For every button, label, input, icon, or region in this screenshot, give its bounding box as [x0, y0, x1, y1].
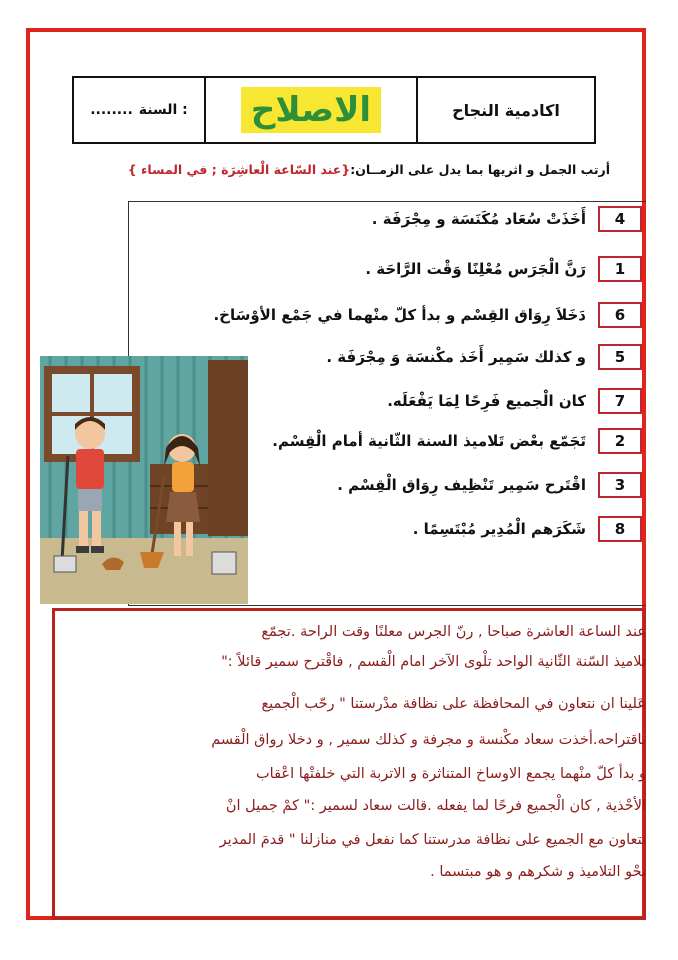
- sentence-number: 2: [598, 428, 642, 454]
- header-table: [72, 76, 596, 144]
- story-line: عند الساعة العاشرة صباحا , رنّ الجرس معلنًا وقت الراحة .تجمّع: [261, 624, 646, 640]
- sentence-text: رَنَّ الْجَرَس مُعْلِنًا وَقْت الرَّاحَة .: [365, 260, 586, 278]
- story-line: نتعاون مع الجميع على نظافة مدرستنا كما نفعل في منازلنا " قدمَ المدير: [219, 832, 646, 848]
- academy-cell: [418, 78, 594, 142]
- sentence-text: دَخَلاَ رِوَاق القِسْم و بدأ كلّ منْهما في جَمْع الأوْسَاخ.: [213, 306, 586, 324]
- story-line: عَلينا ان نتعاون في المحافظة على نظافة مدْرستنا " رحّب الْجميع: [261, 696, 646, 712]
- sentence-number: 3: [598, 472, 642, 498]
- sentence-text: شَكَرَهم الْمُدِير مُبْتَسِمًا .: [412, 520, 586, 538]
- sentence-row: [152, 204, 642, 234]
- sentence-text: أَخَذَتْ سُعَاد مُكَنَسَة و مِجْرَفَة .: [371, 210, 586, 228]
- year-value: ........: [90, 102, 133, 118]
- instruction-highlight: {عند السّاعة الْعاشِرَة ; في المساء }: [127, 162, 351, 177]
- sentence-text: كان الْجميع فَرِحًا لِمَا يَفْعَلَه.: [387, 392, 586, 410]
- sentence-text: تَجَمّع بعْض تَلاميذ السنة الثّانية أمام الْقِسْم.: [272, 432, 586, 450]
- instruction: [70, 162, 610, 177]
- sentence-row: [152, 300, 642, 330]
- academy-name: اكادمية النجاح: [452, 100, 560, 120]
- sentence-number: 4: [598, 206, 642, 232]
- sentence-number: 7: [598, 388, 642, 414]
- sentence-text: اقْتَرح سَمِير تَنْظِيف رِوَاق الْقِسْم .: [337, 476, 586, 494]
- story-line: باقتراحه.أخذت سعاد مكْنسة و مجرفة و كذلك سمير , و دخلا رواق الْقسم: [211, 732, 646, 748]
- sentence-number: 5: [598, 344, 642, 370]
- door: [208, 360, 248, 536]
- year-label: السنة :: [138, 102, 188, 118]
- cleaning-illustration: [40, 356, 248, 604]
- sentence-number: 6: [598, 302, 642, 328]
- sentence-row: [152, 254, 642, 284]
- story-line: تلاميذ السّنة الثّانية الواحد تلْوى الآخر امام الْقسم , فاقْترح سمير قائلاً :": [221, 654, 646, 670]
- sentence-text: و كذلك سَمِير أَخَذ مكْنسَة وَ مِجْرَفَة .: [326, 348, 586, 366]
- story-line: و بدأ كلّ منْهما يجمع الاوساخ المتناثرة و الاتربة التي خلفتْها اعْقاب: [256, 766, 646, 782]
- instruction-text: أرتب الجمل و اثريها بما يدل على الزمــان:: [350, 162, 610, 177]
- title-cell: [206, 78, 418, 142]
- sentence-number: 1: [598, 256, 642, 282]
- year-cell: [74, 78, 206, 142]
- story-line: الأحْذية , كان الْجميع فرحًا لما يفعله .قالت سعاد لسمير :" كمْ جميل انْ: [225, 798, 646, 814]
- sentence-number: 8: [598, 516, 642, 542]
- story-line: نحْو التلاميذ و شكرهم و هو مبتسما .: [430, 864, 646, 880]
- page-title: الاصلاح: [241, 87, 381, 133]
